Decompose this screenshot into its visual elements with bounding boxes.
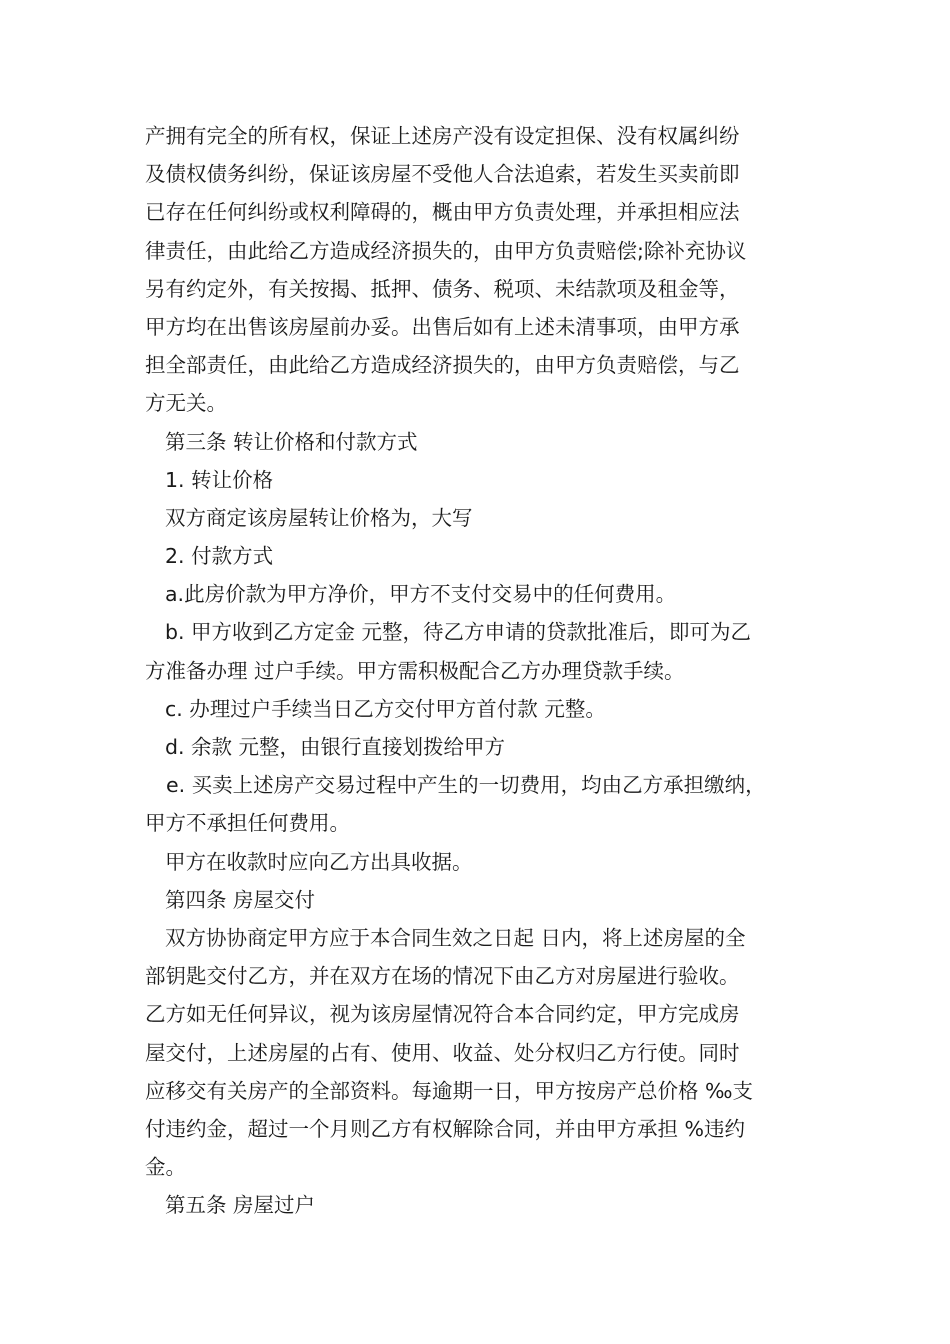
body-text-line: 甲方在收款时应向乙方出具收据。 [165,849,473,874]
body-text-line: 担全部责任，由此给乙方造成经济损失的，由甲方负责赔偿，与乙 [145,353,740,378]
body-text-line: 金。 [145,1155,186,1180]
list-item-c: c. 办理过户手续当日乙方交付甲方首付款 元整。 [165,696,606,721]
body-text-line: 及债权债务纠纷，保证该房屋不受他人合法追索，若发生买卖前即 [145,162,740,187]
body-text-line: 双方协协商定甲方应于本合同生效之日起 日内，将上述房屋的全 [165,925,746,950]
body-text-line: 屋交付，上述房屋的占有、使用、收益、处分权归乙方行使。同时 [145,1040,740,1065]
section-heading-article-4: 第四条 房屋交付 [165,887,316,912]
list-item-e: e. 买卖上述房产交易过程中产生的一切费用，均由乙方承担缴纳， [166,773,766,798]
body-text-line: 律责任，由此给乙方造成经济损失的，由甲方负责赔偿;除补充协议 [145,238,747,263]
subheading-payment-method: 2. 付款方式 [165,544,274,569]
body-text-line: 付违约金，超过一个月则乙方有权解除合同，并由甲方承担 %违约 [145,1116,745,1141]
body-text-line: 甲方不承担任何费用。 [145,811,350,836]
body-text-line: 已存在任何纠纷或权利障碍的，概由甲方负责处理，并承担相应法 [145,200,740,225]
body-text-line: 乙方如无任何异议，视为该房屋情况符合本合同约定，甲方完成房 [145,1002,740,1027]
subheading-transfer-price: 1. 转让价格 [165,467,274,492]
body-text-line: 另有约定外，有关按揭、抵押、债务、税项、未结款项及租金等， [145,276,740,301]
body-text-line: 部钥匙交付乙方，并在双方在场的情况下由乙方对房屋进行验收。 [145,964,740,989]
body-text-line: 甲方均在出售该房屋前办妥。出售后如有上述未清事项，由甲方承 [145,314,740,339]
section-heading-article-3: 第三条 转让价格和付款方式 [165,429,418,454]
body-text-line: 产拥有完全的所有权，保证上述房产没有设定担保、没有权属纠纷 [145,124,740,148]
body-text-line: 方无关。 [145,391,227,416]
list-item-a: a.此房价款为甲方净价，甲方不支付交易中的任何费用。 [165,582,677,607]
list-item-b: b. 甲方收到乙方定金 元整，待乙方申请的贷款批准后，即可为乙 [165,620,752,645]
document-body [145,117,825,1224]
body-text-line: 应移交有关房产的全部资料。每逾期一日，甲方按房产总价格 ‰支 [145,1078,754,1103]
body-text-line: 方准备办理 过户手续。甲方需积极配合乙方办理贷款手续。 [145,658,685,683]
body-text-line: 双方商定该房屋转让价格为，大写 [165,505,473,530]
section-heading-article-5: 第五条 房屋过户 [165,1193,316,1218]
list-item-d: d. 余款 元整，由银行直接划拨给甲方 [165,735,506,759]
